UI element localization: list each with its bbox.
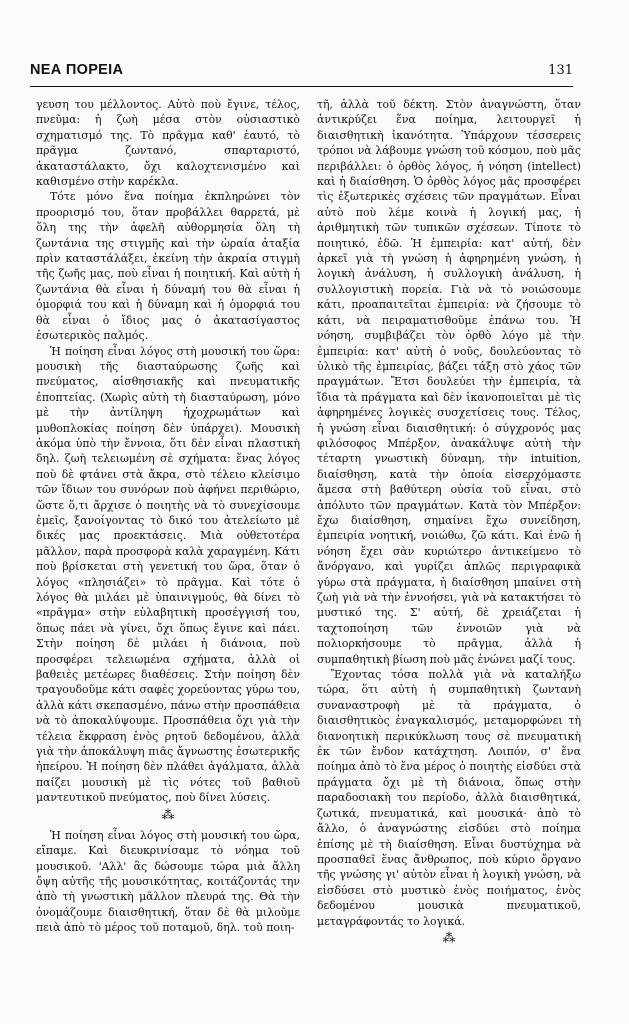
- paragraph: Τότε μόνο ἕνα ποίημα ἐκπληρώνει τὸν προορισμό του, ὅταν προβάλλει θαρρετά, μὲ ὅλη της τὴν ἀφελῆ αὐθορμησία ὅλη τὴ ζωντάνια της στιγμῆς καὶ τὴν ὡραία ἀταξία πρὶν καταστάλάξει, ἐκείνη τὴν ἀκραία στιγμὴ τῆς ζωῆς μας, ποὺ εἶναι ἡ ποιητική. Καὶ αὐτὴ ἡ ζωντάνια θὰ εἶναι ἡ δύναμή του θὰ εἶναι ἡ ὁμορφιά του καὶ ἡ δύναμη καὶ ἡ ὁμορφιά του θὰ εἶναι ὁ ἴδιος μας ὁ ἀκατασίγαστος ἐσωτερικὸς παλμός.: [36, 190, 300, 343]
- paragraph: Ἡ ποίηση εἶναι λόγος στὴ μουσική του ὥρα: μουσικὴ τῆς διασταύρωσης ζωῆς καὶ πνεύματος, αἰσθησιακῆς καὶ πνευματικῆς ἐποπτείας. (Χωρὶς αὐτὴ τὴ διασταύρωση, μόνο μὲ τὴν ἀντίληψη ἠχοχρωμάτων καὶ μυθοπλοκίας ποίηση δὲν ὑπάρχει). Μουσικὴ ἀκόμα ὑπὸ τὴν ἔννοια, ὅτι δὲν εἶναι πλαστικὴ δηλ. ζωὴ τελειωμένη σὲ σχήματα: ἕνας λόγος ποὺ δὲ φτάνει στὰ ἄκρα, στὸ τέλειο κλείσιμο τῶν ἴδιων του συνόρων ποὺ ἀφήνει περιθώριο, ὥστε ὅ,τι ἄρχισε ὁ ποιητὴς νὰ τὸ συνεχίσουμε ἐμεῖς, ξανοίγοντας τὸ δικό του ἀτελείωτο μὲ δικές μας προεκτάσεις. Μιὰ οὐθετοτέρα μᾶλλον, παρὰ προσφορὰ καλὰ χαραγμένη. Κάτι ποὺ βρίσκεται στὴ γενετική του ὥρα, ὅταν ὁ λόγος «πλησιάζει» τὸ πρᾶγμα. Καὶ τότε ὁ λόγος θὰ μιλάει μὲ ὑπαινιγμούς, θὰ δίνει τὸ «πρᾶγμα» στὴν εὐλαβητικὴ προσέγγισή του, ὅπως πάει νὰ γίνει, ὄχι ὅπως ἔγινε καὶ πάει. Στὴν ποίηση δὲ μιλάει ἡ διάνοια, ποὺ προσφέρει τελειωμένα σχήματα, ἀλλὰ οἱ βαθειὲς μετέωρες διαθέσεις. Στὴν ποίηση δὲν τραγουδοῦμε κάτι σαφὲς χορεύοντας γύρω του, ἀλλὰ κάτι σκεπασμένο, πάνω στὴν προσπάθεια νὰ τὸ ἀποκαλύψουμε. Προσπάθεια ὄχι γιὰ τὴν τέλεια ἔκφραση ἑνὸς ρητοῦ δεδομένου, ἀλλὰ γιὰ τὴν ἀποκάλυψη πιᾶς ἄγνωστης ἐσωτερικῆς ἠπείρου. Ἡ ποίηση δὲν πλάθει ἀγάλματα, ἀλλὰ παίζει μουσικὴ μὲ τὶς νότες τοῦ βαθιοῦ μαντευτικοῦ πνεύματος, ποὺ δίνει λύσεις.: [36, 344, 300, 805]
- right-column: [317, 97, 581, 951]
- paragraph: τῆ, ἀλλὰ τοῦ δέκτη. Στὸν ἀναγνώστη, ὅταν ἀντικρύζει ἕνα ποίημα, λειτουργεῖ ἡ διαισθητικὴ ἱκανότητα. Ὑπάρχουν τέσσερεις τρόποι νὰ λάβουμε γνώση τοῦ κόσμου, ποὺ μᾶς περιβάλλει: ὁ ὀρθὸς λόγος, ἡ νόηση (intellect) καὶ ἡ διαίσθηση. Ὁ ὀρθὸς λόγος μᾶς προσφέρει τὶς ἐξωτερικὲς σχέσεις τῶν πραγμάτων. Εἶναι αὐτὸ ποὺ λέμε κοινὰ ἡ λογική μας, ἡ ἀριθμητικὴ τῶν τυπικῶν σχέσεων. Τίποτε τὸ ποιητικό, ἐδῶ. Ἡ ἐμπειρία: κατ' αὐτή, δὲν ἀρκεῖ γιὰ τὴ γνώση ἡ ἀφηρημένη γνώση, ἡ λογικὴ ἀνάλυση, ἡ συλλογικὴ ἀνάλυση, ἡ συλλογιστικὴ πορεία. Γιὰ νὰ τὸ νοιώσουμε κάτι, προαπαιτεῖται ἐμπειρία: νὰ ζήσουμε τὸ κάτι, νὰ πειραματισθοῦμε ἐπάνω του. Ἡ νόηση, συμβιβάζει τὸν ὀρθὸ λόγο μὲ τὴν ἐμπειρία: κατ' αὐτὴ ὁ νοῦς, δουλεύοντας τὸ ὑλικὸ τῆς ἐμπειρίας, βάζει τάξη στὸ χάος τῶν πραγμάτων. Ἔτσι δουλεύει τὴν ἐμπειρία, τὰ ἴδια τὰ πράγματα καὶ δὲν ἱκανοποιεῖται μὲ τὶς ἀφηρημένες λογικὲς συσχετίσεις τους. Τέλος, ἡ γνώση εἶναι διαισθητική: ὁ σύγχρονός μας φιλόσοφος Μπέρξον, ἀνακάλυψε αὐτὴ τὴν τέταρτη γνωστικὴ δύναμη, τὴν intuition, διαίσθηση, κατὰ τὴν ὁποία εἰσερχόμαστε ἄμεσα στὴ βαθύτερη οὐσία τοῦ εἶναι, στὸ ἀπόλυτο τῶν πραγμάτων. Κατὰ τὸν Μπέρξον: ἔχω διαίσθηση, σημαίνει ἔχω συνείδηση, ἐμπειρία νοητική, νοιώθω, ζῶ κάτι. Καὶ ἐνῶ ἡ νόηση ἔχει σὰν κυριώτερο ἀντικείμενο τὸ ἄνόργανο, καὶ γυρίζει ἁπλῶς περιγραφικὰ γύρω στὰ πράγματα, ἡ διαίσθηση μπαίνει στὴ ζωὴ γιὰ νὰ τὴν ἐννοήσει, γιὰ νὰ κατακτήσει τὸ μυστικό της. Σ' αὐτή, δὲ χρειάζεται ἡ ταχτοποίηση τῶν ἐννοιῶν γιὰ νὰ πολιορκήσουμε τὸ πρᾶγμα, ἀλλὰ ἡ συμπαθητικὴ βίωση ποὺ μᾶς ἑνώνει μαζί τους.: [317, 98, 581, 666]
- section-ornament: ⁂: [161, 807, 175, 823]
- section-ornament: ⁂: [442, 930, 456, 946]
- paragraph: γευση του μέλλοντος. Αὐτὸ ποὺ ἔγινε, τέλος, πνεῦμα: ἡ ζωὴ μέσα στὸν οὐσιαστικὸ σχηματισμό της. Τὸ πρᾶγμα καθ' ἑαυτό, τὸ πρᾶγμα ζωντανό, σπαρταριστό, ἀκαταστάλακτο, ὄχι καλοχτενισμένο καὶ καθισμένο στὴν καρέκλα.: [36, 98, 300, 189]
- running-title: ΝΕΑ ΠΟΡΕΙΑ: [30, 62, 124, 78]
- page-number: 131: [548, 63, 573, 78]
- left-column: [36, 97, 300, 936]
- paragraph: Ἡ ποίηση εἶναι λόγος στὴ μουσική του ὥρα, εἴπαμε. Καὶ διευκρινίσαμε τὸ νόημα τοῦ μουσικοῦ. 'Αλλ' ἂς δώσουμε τώρα μιὰ ἄλλη ὄψη αὐτῆς τῆς μουσικότητας, κοιτάζοντάς την ἀπὸ τὴ γνωστικὴ μᾶλλον πλευρά της. Θὰ τὴν ὀνομάζουμε διαισθητική, ὅταν δὲ θὰ μιλοῦμε πειὰ ἀπὸ τὸ μέρος τοῦ ποταμοῦ, δηλ. τοῦ ποιη-: [36, 828, 300, 935]
- paragraph: Ἔχοντας τόσα πολλὰ γιὰ νὰ καταλήξω τώρα, ὅτι αὐτὴ ἡ συμπαθητικὴ ζωντανὴ συναναστροφὴ μὲ τὰ πράγματα, ὁ διαισθητικὸς ἐναγκαλισμός, μεταμορφώνει τὴ διανοητικὴ περικύκλωση τους σὲ πνευματικὴ ἐκ τῶν ἔνδον κατάχτηση. Λοιπόν, σ' ἕνα ποίημα ἀπὸ τὸ ἕνα μέρος ὁ ποιητὴς εἰσδύει στὰ πράγματα ὄχι μὲ τὴ διάνοια, ὅπως στὴν παραδοσιακὴ του περίοδο, ἀλλὰ διαισθητικά, ζωτικά, πνευματικά, καὶ μουσικά· ἀπὸ τὸ ἄλλο, ὁ ἀναγνώστης εἰσδύει στὸ ποίημα ἐπίσης μὲ τὴ διαίσθηση. Εἶναι δυστύχημα νὰ προσπαθεῖ ἕνας ἄνθρωπος, ποὺ κύριο ὄργανο τῆς γνώσης γι' αὐτὸν εἶναι ἡ λογικὴ γνώση, νὰ εἰσδύσει στὸ μυστικὸ ἑνὸς ποιήματος, ἑνὸς δεδομένου μουσικὰ πνευματικοῦ, μεταγράφοντάς το λογικά.: [317, 668, 581, 928]
- header-rule: [30, 86, 573, 87]
- page-header: [30, 62, 573, 84]
